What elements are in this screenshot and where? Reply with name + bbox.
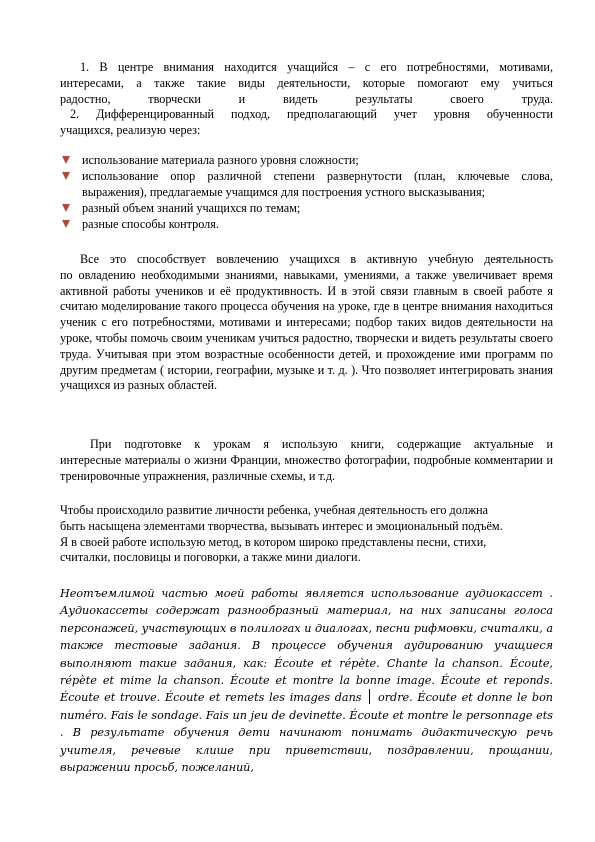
list-item <box>60 152 553 168</box>
text-line: считалки, пословицы и поговорки, а также мини диалоги. <box>60 550 361 565</box>
list-item-text: разные способы контроля. <box>82 217 219 231</box>
bullet-arrow-icon <box>62 156 70 164</box>
text-block: по овладению необходимыми знаниями, навыками, умениями, а также увеличивает время активной работы учеников и её продуктивность. И в этой связи главным в своей работе я считаю моделирование такого процесса обучения на уроке, где в центре внимания находиться ученик с его потребностями, мотивами и интересами; подбор таких видов деятельности на уроке, чтобы помочь своим ученикам учиться радостно, творчески и видеть результаты своего труда. Учитывая при этом возрастные особенности детей, и прохождение ими программ по другим предметам ( истории, географии, музыке и т. д. ). Что позволяет интегрировать знания учащихся из разных областей. <box>60 267 553 393</box>
list-item <box>60 200 553 216</box>
text-line: Все это способствует вовлечению учащихся в активную учебную деятельность <box>80 252 553 266</box>
text-line: учащихся, реализую через: <box>60 123 201 138</box>
list-item <box>60 168 553 200</box>
text-line: 1. В центре внимания находится учащийся – с его потребностями, мотивами, <box>80 60 553 74</box>
list-item-text: использование опор различной степени развернутости (план, ключевые слова, выражения), предлагаемые учащимся для построения устного высказывания; <box>82 169 553 199</box>
list-item <box>60 216 553 232</box>
text-line: Чтобы происходило развитие личности ребенка, учебная деятельность его должна <box>60 503 489 517</box>
text-line: интересами, а также такие виды деятельности, которые помогают ему учиться <box>60 75 553 90</box>
list-item-text: разный объем знаний учащихся по темам; <box>82 201 301 215</box>
text-run: ordre. Écoute et donne le bon numéro. Fais le sondage. Fais un jeu de devinette. Écoute et montre le personnage ets . В результате обучения дети начинают понимать дидактическую речь учителя, речевые клише при приветствии, поздравлении, прощании, выражении просьб, пожеланий, <box>60 691 554 775</box>
bullet-arrow-icon <box>62 220 70 228</box>
list-item-text: использование материала разного уровня сложности; <box>82 153 359 167</box>
text-run: Неотъемлимой частью моей работы является использование аудиокассет . Аудиокассеты содержат разнообразный материал, на них записаны голоса персонажей, участвующих в полилогах и диалогах, песни рифмовки, считалки, а также тестовые задания. В процессе обучения аудированию учащиеся выполняют такие задания, как: Écoute et répète. Chante la chanson. Écoute, répète et mime la chanson. Écoute et montre la bonne image. Écoute et reponds. Écoute et trouve. Écoute et remets les images dans <box>60 587 553 705</box>
italic-paragraph <box>60 585 553 776</box>
text-cursor-icon <box>369 689 370 704</box>
bullet-list <box>60 152 553 232</box>
text-line: быть насыщена элементами творчества, вызывать интерес и эмоциональный подъём. <box>60 518 503 533</box>
text-block: интересные материалы о жизни Франции, множество фотографии, подробные комментарии и тренировочные упражнения, различные схемы, и т.д. <box>60 452 553 483</box>
body-paragraph <box>60 437 553 484</box>
intro-paragraph <box>60 60 553 139</box>
text-line: радостно, творчески и видеть результаты своего труда. <box>60 91 553 106</box>
body-paragraph <box>60 252 553 394</box>
text-line: 2. Дифференцированный подход, предполагающий учет уровня обученности <box>70 107 553 122</box>
body-paragraph <box>60 503 553 566</box>
bullet-arrow-icon <box>62 204 70 212</box>
text-line: Я в своей работе использую метод, в котором широко представлены песни, стихи, <box>60 534 487 549</box>
text-line: При подготовке к урокам я использую книги, содержащие актуальные и <box>90 437 553 451</box>
bullet-arrow-icon <box>62 172 70 180</box>
